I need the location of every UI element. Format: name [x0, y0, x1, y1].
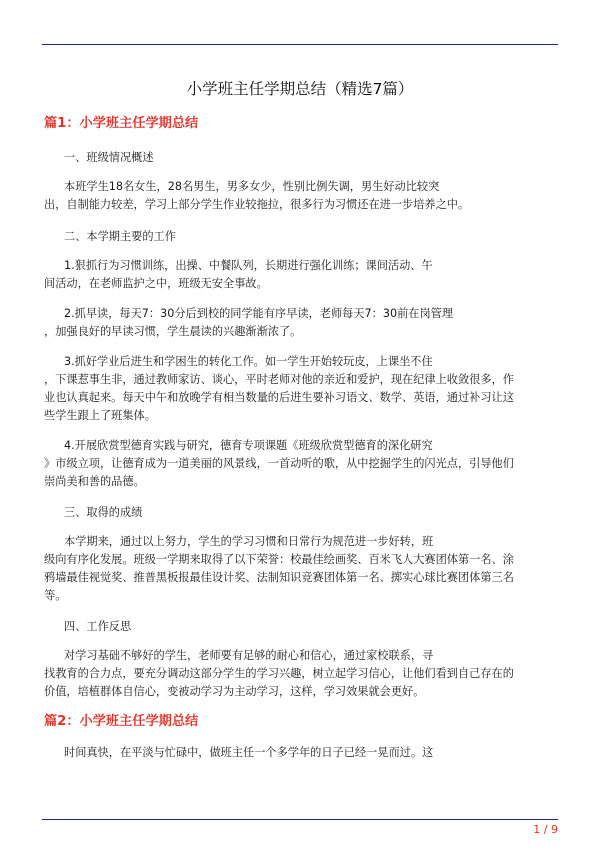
paragraph-line: 找教育的合力点，要充分调动这部分学生的学习兴趣，树立起学习信心，让他们看到自己存在的 [44, 667, 514, 680]
subheading: 一、班级情况概述 [64, 151, 154, 164]
document-title: 小学班主任学期总结（精选7篇） [186, 80, 414, 98]
paragraph-line: 时间真快，在平淡与忙碌中，做班主任一个多学年的日子已经一晃而过。这 [64, 746, 434, 759]
subheading: 二、本学期主要的工作 [64, 230, 176, 243]
paragraph-line: 间活动，在老师监护之中，班级无安全事故。 [44, 277, 268, 290]
paragraph-line: 3.抓好学业后进生和学困生的转化工作。如一学生开始较玩皮，上课坐不住 [64, 355, 433, 368]
paragraph-line: 》市级立项，让德育成为一道美丽的风景线，一首动听的歌，从中挖掘学生的闪光点，引导他们 [44, 457, 514, 470]
section-title-2: 篇2：小学班主任学期总结 [44, 714, 199, 729]
paragraph-line: 本班学生18名女生，28名男生，男多女少，性别比例失调，男生好动比较突 [64, 180, 440, 193]
section-title-1: 篇1：小学班主任学期总结 [44, 116, 199, 131]
paragraph-line: 等。 [44, 589, 67, 602]
paragraph-line: ，加强良好的早读习惯，学生晨读的兴趣渐渐浓了。 [44, 325, 302, 338]
paragraph-line: 出，自制能力较差，学习上部分学生作业较拖拉，很多行为习惯还在进一步培养之中。 [44, 198, 470, 211]
paragraph-line: 本学期来，通过以上努力，学生的学习习惯和日常行为规范进一步好转，班 [64, 535, 434, 548]
paragraph-line: ，下课惹事生非，通过教师家访、谈心，平时老师对他的亲近和爱护，现在纪律上收敛很多，作 [44, 373, 514, 386]
header-rule [42, 44, 558, 45]
paragraph-line: 崇尚美和善的品德。 [44, 475, 145, 488]
paragraph-line: 1.狠抓行为习惯训练，出操、中餐队列，长期进行强化训练；课间活动、午 [64, 259, 433, 272]
paragraph-line: 业也认真起来。每天中午和放晚学有相当数量的后进生要补习语文、数学、英语，通过补习让这 [44, 391, 514, 404]
paragraph-line: 4.开展欣赏型德育实践与研究，德育专项课题《班级欣赏型德育的深化研究 [64, 439, 433, 452]
paragraph-line: 价值，培植群体自信心，变被动学习为主动学习，这样，学习效果就会更好。 [44, 685, 425, 698]
page-number: 1 / 9 [533, 823, 558, 836]
paragraph-line: 鸦墙最佳视觉奖、推普黑板报最佳设计奖、法制知识竞赛团体第一名、掷实心球比赛团体第三名 [44, 571, 514, 584]
paragraph-line: 2.抓早读，每天7：30分后到校的同学能有序早读，老师每天7：30前在岗管理 [64, 307, 454, 320]
paragraph-line: 些学生跟上了班集体。 [44, 409, 156, 422]
subheading: 三、取得的成绩 [64, 506, 143, 519]
subheading: 四、工作反思 [64, 620, 132, 633]
paragraph-line: 对学习基础不够好的学生，老师要有足够的耐心和信心，通过家校联系，寻 [64, 649, 434, 662]
footer-rule [42, 819, 558, 820]
paragraph-line: 级向有序化发展。班级一学期来取得了以下荣誉：校最佳绘画奖、百米飞人大赛团体第一名、涂 [44, 553, 514, 566]
